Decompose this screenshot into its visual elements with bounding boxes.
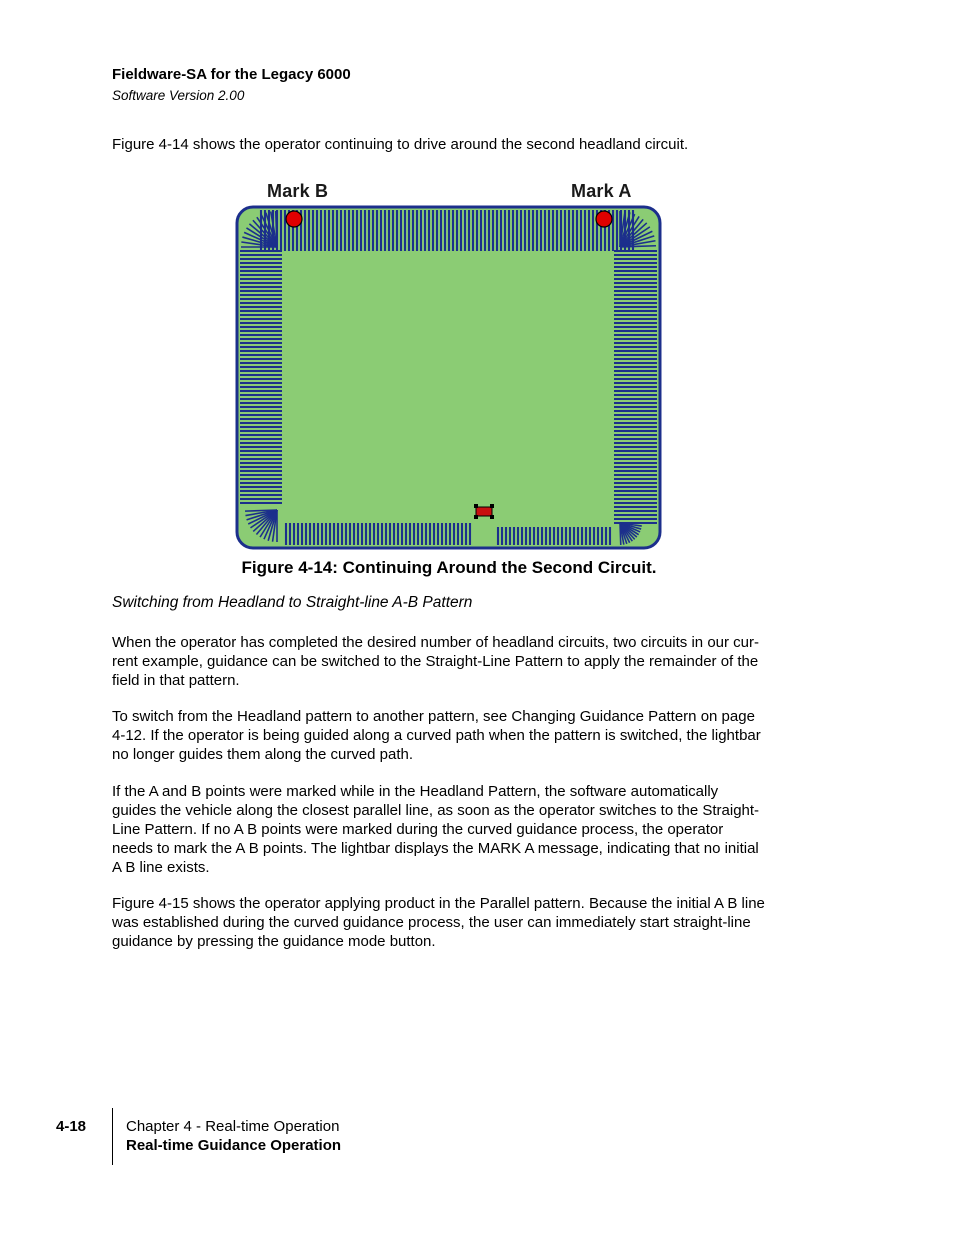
mark-b-label: Mark B (267, 181, 329, 201)
text-line: Figure 4-15 shows the operator applying product in the Parallel pattern. Because the initial A B line (112, 895, 765, 912)
body-paragraph (112, 633, 792, 690)
section-subheading: Switching from Headland to Straight-line A-B Pattern (112, 594, 473, 611)
footer-divider (112, 1108, 113, 1165)
text-line: guides the vehicle along the closest parallel line, as soon as the operator switches to the Straight- (112, 802, 760, 819)
text-line: was established during the curved guidance process, the user can immediately start straight-line (112, 914, 751, 931)
header-title: Fieldware-SA for the Legacy 6000 (112, 66, 351, 83)
headland-line (620, 523, 621, 545)
header-version: Software Version 2.00 (112, 88, 245, 103)
text-line: 4-12. If the operator is being guided along a curved path when the pattern is switched, the lightbar (112, 727, 761, 744)
inner-field (282, 251, 614, 523)
body-paragraph (112, 707, 792, 764)
text-line: A B line exists. (112, 859, 210, 876)
mark-a-label: Mark A (571, 181, 632, 201)
text-line: Line Pattern. If no A B points were marked during the curved guidance process, the operator (112, 821, 724, 838)
text-line: If the A and B points were marked while in the Headland Pattern, the software automatically (112, 783, 719, 800)
text-line: field in that pattern. (112, 672, 240, 689)
mark-b-point (286, 211, 302, 227)
body-paragraph (112, 782, 792, 877)
footer-section: Real-time Guidance Operation (126, 1137, 342, 1154)
headland-field-diagram (232, 178, 668, 552)
intro-paragraph: Figure 4-14 shows the operator continuing to drive around the second headland circuit. (112, 136, 689, 153)
figure-headland-field (232, 178, 668, 552)
headland-line (245, 510, 277, 511)
page-number: 4-18 (56, 1118, 87, 1135)
text-line: needs to mark the A B points. The lightbar displays the MARK A message, indicating that no initial (112, 840, 759, 857)
text-line: To switch from the Headland pattern to another pattern, see Changing Guidance Pattern on page (112, 708, 755, 725)
mark-a-point (596, 211, 612, 227)
text-line: rent example, guidance can be switched to the Straight-Line Pattern to apply the remainder of the (112, 653, 759, 670)
figure-caption: Figure 4-14: Continuing Around the Second Circuit. (241, 558, 657, 577)
footer-chapter: Chapter 4 - Real-time Operation (126, 1118, 340, 1135)
text-line: When the operator has completed the desired number of headland circuits, two circuits in our cur- (112, 634, 759, 651)
body-paragraph (112, 894, 792, 951)
text-line: guidance by pressing the guidance mode button. (112, 933, 436, 950)
text-line: no longer guides them along the curved path. (112, 746, 414, 763)
